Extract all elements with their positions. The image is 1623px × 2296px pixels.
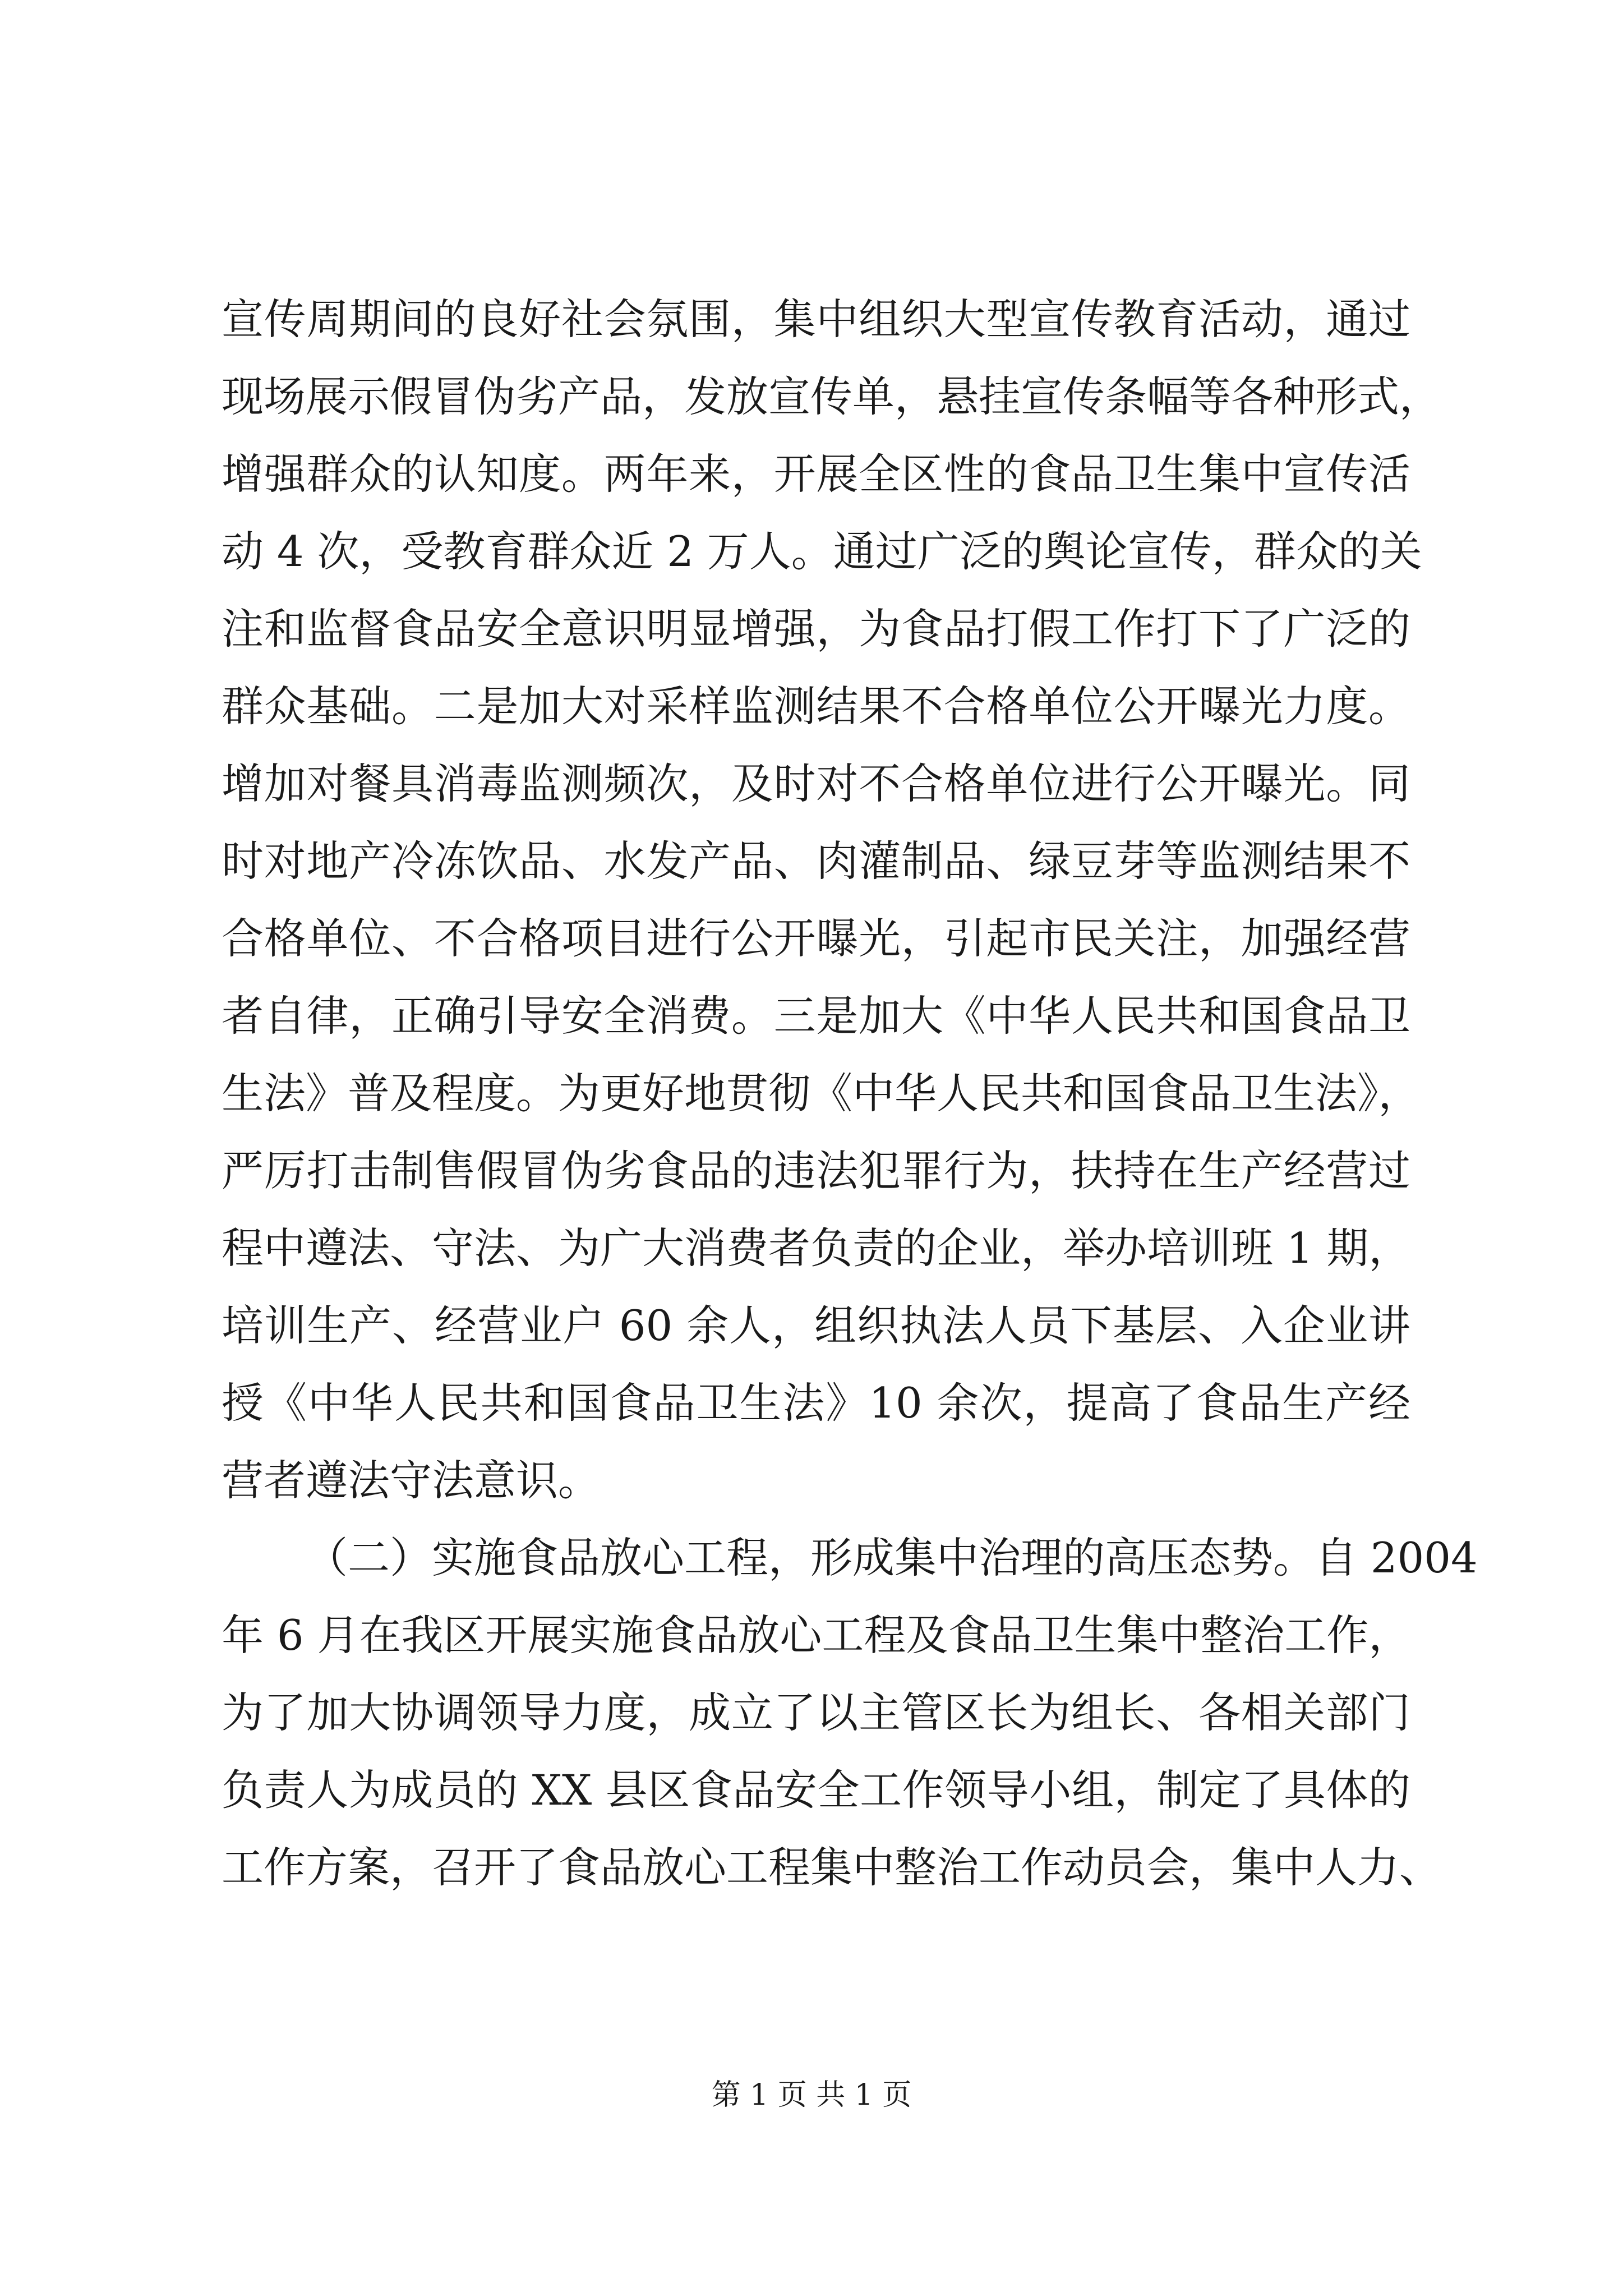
paragraph-1-line-1: 宣传周期间的良好社会氛围，集中组织大型宣传教育活动，通过 [222, 295, 1410, 344]
paragraph-2-line-3: 为了加大协调领导力度，成立了以主管区长为组长、各相关部门 [222, 1688, 1410, 1737]
paragraph-1-line-14: 培训生产、经营业户 60 余人，组织执法人员下基层、入企业讲 [222, 1301, 1410, 1350]
paragraph-1-line-12: 严厉打击制售假冒伪劣食品的违法犯罪行为，扶持在生产经营过 [222, 1146, 1410, 1195]
paragraph-1-line-8: 时对地产冷冻饮品、水发产品、肉灌制品、绿豆芽等监测结果不 [222, 836, 1410, 886]
paragraph-2-line-5: 工作方案，召开了食品放心工程集中整治工作动员会，集中人力、 [222, 1843, 1442, 1892]
paragraph-1-line-16: 营者遵法守法意识。 [222, 1456, 601, 1505]
paragraph-1-line-11: 生法》普及程度。为更好地贯彻《中华人民共和国食品卫生法》， [222, 1069, 1421, 1118]
page-number-label: 第 1 页 共 1 页 [711, 2078, 912, 2112]
paragraph-1-line-3: 增强群众的认知度。两年来，开展全区性的食品卫生集中宣传活 [222, 449, 1410, 499]
paragraph-1-line-9: 合格单位、不合格项目进行公开曝光，引起市民关注，加强经营 [222, 914, 1410, 963]
paragraph-1-line-5: 注和监督食品安全意识明显增强，为食品打假工作打下了广泛的 [222, 604, 1410, 654]
paragraph-1-line-4: 动 4 次，受教育群众近 2 万人。通过广泛的舆论宣传，群众的关 [222, 527, 1422, 576]
page-footer [0, 2076, 1623, 2115]
paragraph-1-line-6: 群众基础。二是加大对采样监测结果不合格单位公开曝光力度。 [222, 682, 1410, 731]
document-body [222, 280, 1478, 1906]
paragraph-2-line-4: 负责人为成员的 XX 县区食品安全工作领导小组，制定了具体的 [222, 1765, 1410, 1815]
paragraph-1-line-10: 者自律，正确引导安全消费。三是加大《中华人民共和国食品卫 [222, 991, 1410, 1041]
paragraph-1-line-13: 程中遵法、守法、为广大消费者负责的企业，举办培训班 1 期， [222, 1223, 1411, 1273]
paragraph-2-line-1: （二）实施食品放心工程，形成集中治理的高压态势。自 2004 [306, 1533, 1478, 1582]
paragraph-1-line-2: 现场展示假冒伪劣产品，发放宣传单，悬挂宣传条幅等各种形式， [222, 372, 1442, 421]
paragraph-1-line-15: 授《中华人民共和国食品卫生法》10 余次，提高了食品生产经 [222, 1378, 1410, 1428]
paragraph-1-line-7: 增加对餐具消毒监测频次，及时对不合格单位进行公开曝光。同 [222, 759, 1410, 808]
paragraph-2-line-2: 年 6 月在我区开展实施食品放心工程及食品卫生集中整治工作， [222, 1611, 1411, 1660]
